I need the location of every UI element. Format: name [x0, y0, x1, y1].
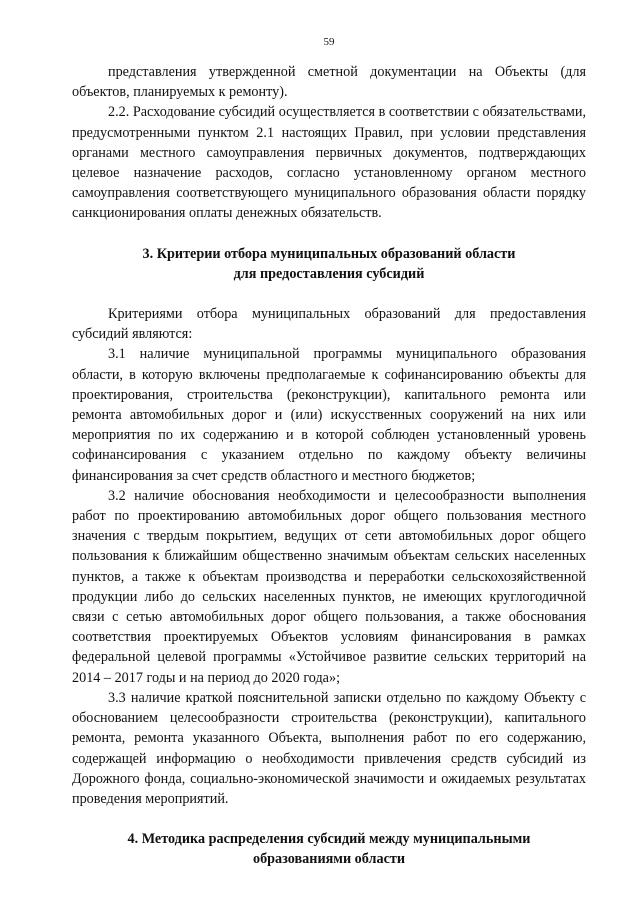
- section-4-title-line1: 4. Методика распределения субсидий между муниципальными: [127, 831, 531, 848]
- section-3-title: [72, 244, 586, 284]
- paragraph-2-2: 2.2. Расходование субсидий осуществляется в соответствии с обязательствами, предусмотренными пунктом 2.1 настоящих Правил, при условии представления органами местного самоуправления первичных документов, подтверждающих целевое назначение расходов, согласно установленному органом местного самоуправления соответствующего муниципального образования области порядку санкционирования оплаты денежных обязательств.: [72, 104, 586, 222]
- paragraph-continuation: представления утвержденной сметной документации на Объекты (для объектов, планируемых к ремонту).: [72, 64, 586, 101]
- document-page: [72, 36, 586, 870]
- paragraph-criteria-intro: Критериями отбора муниципальных образований для предоставления субсидий являются:: [72, 306, 586, 343]
- paragraph-3-3: 3.3 наличие краткой пояснительной записки отдельно по каждому Объекту с обоснованием целесообразности строительства (реконструкции), капитального ремонта, ремонта указанного Объекта, выполнения работ по его содержанию, содержащей информацию о необходимости привлечения средств субсидий из Дорожного фонда, социально-экономической значимости и ожидаемых результатах проведения мероприятий.: [72, 689, 586, 807]
- page-number: 59: [323, 36, 335, 48]
- paragraph-3-2: 3.2 наличие обоснования необходимости и целесообразности выполнения работ по проектированию автомобильных дорог общего пользования местного значения с твердым покрытием, ведущих от сети автомобильных дорог общего пользования к ближайшим общественно значимым объектам сельских населенных пунктов, а также к объектам производства и переработки сельскохозяйственной продукции либо до сельских населенных пунктов, не имеющих круглогодичной связи с сетью автомобильных дорог общего пользования, а также обоснования соответствия проектируемых Объектов условиям финансирования в рамках федеральной целевой программы «Устойчивое развитие сельских территорий на 2014 – 2017 годы и на период до 2020 года»;: [72, 487, 586, 686]
- section-3-title-line1: 3. Критерии отбора муниципальных образований области: [142, 245, 516, 262]
- section-3-title-line2: для предоставления субсидий: [233, 265, 425, 282]
- section-4-title: [72, 829, 586, 869]
- paragraph-3-1: 3.1 наличие муниципальной программы муниципального образования области, в которую включены предполагаемые к софинансированию объекты для проектирования, строительства (реконструкции), капитального ремонта или ремонта автомобильных дорог и (или) искусственных сооружений на них или мероприятия по их содержанию и в которой соблюден установленный уровень софинансирования с указанием отдельно по каждому объекту величины финансирования за счет средств областного и местного бюджетов;: [72, 346, 586, 484]
- section-4-title-line2: образованиями области: [252, 851, 406, 868]
